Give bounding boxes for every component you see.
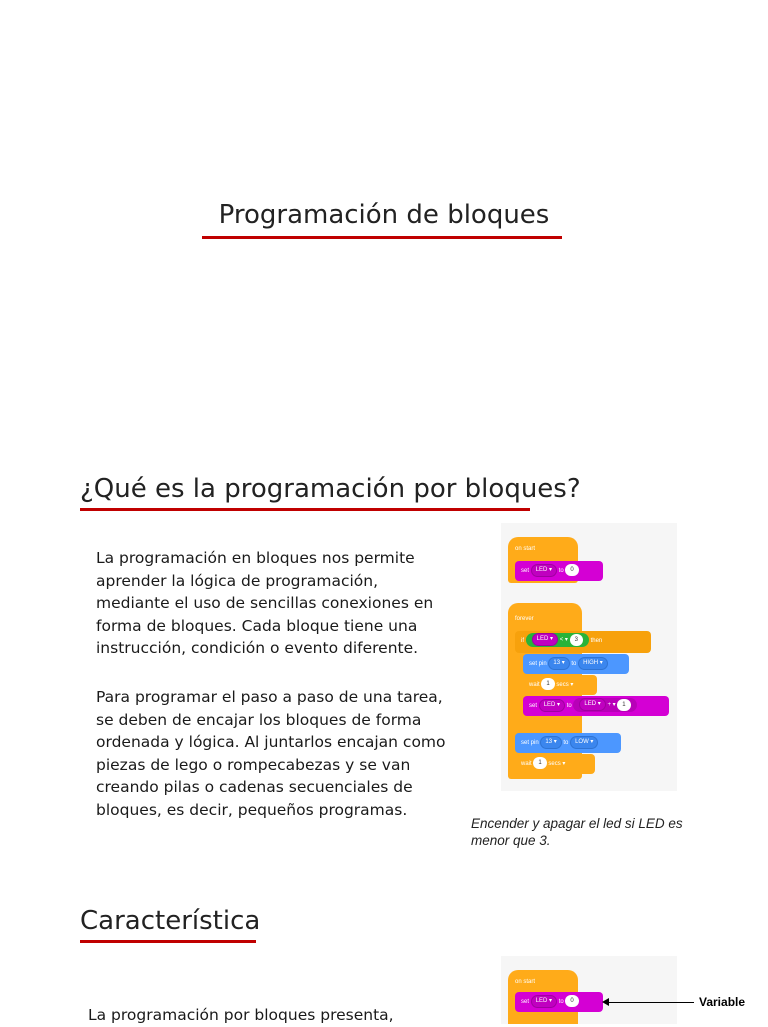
- then-label: then: [590, 638, 603, 644]
- section-heading-characteristics: Característica: [80, 906, 261, 936]
- paragraph-intro: La programación en bloques nos permite aprender la lógica de programación, mediante el uso de sencillas conexiones en forma de bloques. Cada bloque tiene una instrucción, condición o evento diferente.: [96, 549, 434, 657]
- if-block: [515, 631, 651, 653]
- led-dropdown: LED ▾: [539, 699, 565, 712]
- value-one: 1: [617, 699, 630, 711]
- led-dropdown: LED ▾: [531, 995, 557, 1008]
- wait-label: wait: [529, 682, 540, 688]
- value-zero: 0: [565, 995, 578, 1007]
- set-label: set: [521, 999, 530, 1005]
- plus-op: + ▾: [607, 702, 616, 709]
- annotation-variable-label: Variable: [699, 995, 746, 1009]
- wait-value: 1: [541, 678, 554, 690]
- annotation-arrow-line: [606, 1002, 694, 1003]
- led-variable: LED ▾: [532, 633, 558, 646]
- page-title: Programación de bloques: [218, 200, 550, 230]
- value-three: 3: [570, 634, 583, 646]
- pin-dropdown: 13 ▾: [548, 657, 569, 670]
- sum-expression: [573, 698, 636, 712]
- secs-dropdown: secs ▾: [548, 761, 566, 767]
- figure-caption: Encender y apagar el led si LED es menor que 3.: [471, 816, 683, 848]
- set-pin-high-block: [523, 654, 629, 674]
- high-dropdown: HIGH ▾: [578, 657, 608, 670]
- to-label: to: [566, 703, 572, 709]
- on-start-label: on start: [515, 546, 536, 552]
- section-heading-underline: [80, 508, 530, 511]
- paragraph-steps: Para programar el paso a paso de una tarea, se deben de encajar los bloques de forma ordenada y lógica. Al juntarlos encajan como piezas de lego o rompecabezas y se van creando pilas o cadenas secuenciales de bloques, es decir, pequeños programas.: [96, 688, 446, 819]
- to-label: to: [571, 661, 577, 667]
- block-variable-image: [501, 956, 677, 1024]
- to-label: to: [563, 740, 569, 746]
- led-dropdown: LED ▾: [531, 564, 557, 577]
- to-label: to: [558, 999, 564, 1005]
- annotation-arrow-head: [602, 998, 609, 1006]
- set-label: set: [529, 703, 538, 709]
- if-label: if: [521, 638, 524, 644]
- on-start-label: on start: [515, 979, 536, 985]
- pin-dropdown: 13 ▾: [540, 736, 561, 749]
- set-led-block: [515, 561, 603, 581]
- set-led-increment-block: [523, 696, 669, 716]
- to-label: to: [558, 568, 564, 574]
- set-pin-label: set pin: [529, 661, 547, 667]
- low-dropdown: LOW ▾: [570, 736, 598, 749]
- compare-hex: [526, 633, 589, 647]
- set-label: set: [521, 568, 530, 574]
- block-program-image: [501, 523, 677, 791]
- less-than-op: < ▾: [559, 637, 568, 644]
- forever-label: forever: [515, 616, 534, 622]
- wait-label: wait: [521, 761, 532, 767]
- set-led-block: [515, 992, 603, 1012]
- paragraph-characteristics: La programación por bloques presenta,: [88, 1006, 394, 1024]
- led-variable: LED ▾: [579, 698, 605, 711]
- wait-block-2: [515, 754, 595, 774]
- section-heading-what-is: ¿Qué es la programación por bloques?: [80, 474, 581, 504]
- title-underline: [202, 236, 562, 239]
- wait-block: [523, 675, 597, 695]
- secs-dropdown: secs ▾: [556, 682, 574, 688]
- set-pin-low-block: [515, 733, 621, 753]
- value-zero: 0: [565, 564, 578, 576]
- section-heading-underline-2: [80, 940, 256, 943]
- wait-value: 1: [533, 757, 546, 769]
- set-pin-label: set pin: [521, 740, 539, 746]
